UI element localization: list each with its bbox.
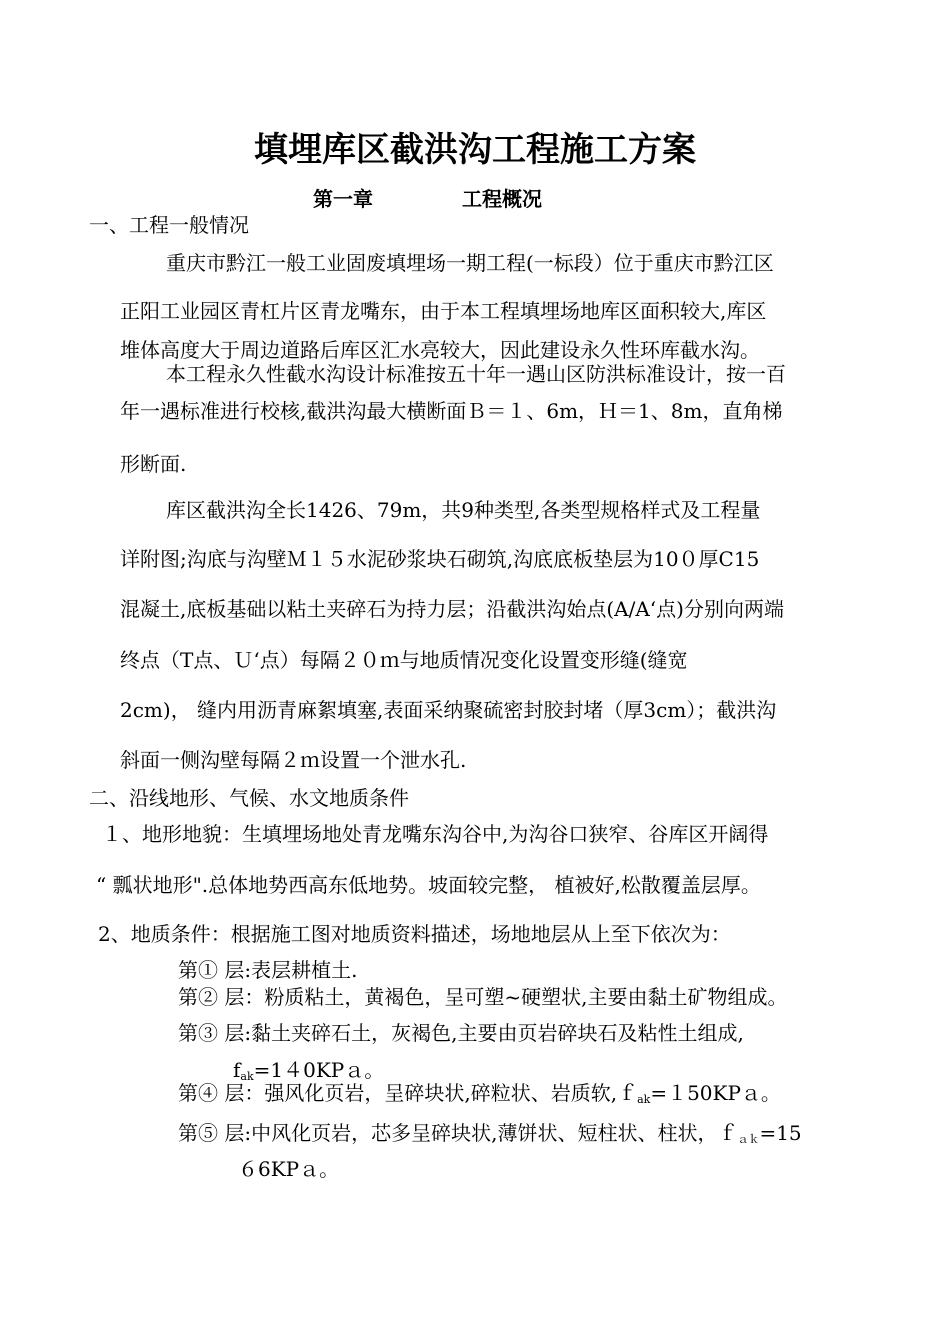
layer-3-sub: ak — [240, 1070, 254, 1083]
layer-5 — [178, 1120, 802, 1153]
chapter-name: 工程概况 — [462, 187, 542, 211]
document-title: 填埋库区截洪沟工程施工方案 — [254, 130, 696, 170]
layer-1: 第① 层:表层耕植土. — [178, 958, 358, 982]
layer-5-text: 第⑤ 层:中风化页岩，芯多呈碎块状,薄饼状、短柱状、柱状，ｆ — [178, 1121, 738, 1145]
layer-5-value: =15 — [759, 1121, 802, 1145]
paragraph-line: 重庆市黔江一般工业固废填埋场一期工程(一标段）位于重庆市黔江区 — [166, 251, 774, 275]
paragraph-line: 形断面. — [120, 452, 187, 476]
layer-3-value: =1４0KPａ。 — [253, 1058, 385, 1082]
layer-5-value-cont: ６6KPａ。 — [238, 1157, 340, 1181]
paragraph-line: 库区截洪沟全长1426、79m，共9种类型,各类型规格样式及工程量 — [166, 498, 761, 522]
paragraph-line: 混凝土,底板基础以粘土夹碎石为持力层；沿截洪沟始点(A/A‘点)分别向两端 — [120, 597, 784, 621]
paragraph-line: 2cm)， 缝内用沥青麻絮填塞,表面采纳聚硫密封胶封堵（厚3cm）；截洪沟 — [120, 698, 777, 722]
layer-5-sub: ａｋ — [737, 1133, 760, 1146]
paragraph-line: 斜面一侧沟壁每隔２ｍ设置一个泄水孔. — [120, 748, 467, 772]
paragraph-line: 终点（T点、Ｕ‘点）每隔２０ｍ与地质情况变化设置变形缝(缝宽 — [120, 648, 688, 672]
paragraph-line: 年一遇标准进行校核,截洪沟最大横断面Ｂ＝１、6m，Ｈ＝1、8m，直角梯 — [120, 399, 783, 423]
paragraph-line: 正阳工业园区青杠片区青龙嘴东，由于本工程填埋场地库区面积较大,库区 — [120, 299, 767, 323]
layer-4-sub: ak — [637, 1093, 651, 1106]
paragraph-line: 堆体高度大于周边道路后库区汇水亮较大，因此建设永久性环库截水沟。 — [120, 338, 760, 362]
section-heading-conditions: 二、沿线地形、气候、水文地质条件 — [89, 786, 409, 810]
layer-3-f: f — [233, 1058, 241, 1082]
layer-4-text: 第④ 层：强风化页岩，呈碎块状,碎粒状、岩质软,ｆ — [178, 1081, 638, 1105]
terrain-line: １、地形地貌：生填埋场地处青龙嘴东沟谷中,为沟谷口狭窄、谷库区开阔得 — [102, 822, 769, 846]
terrain-line: “ 瓢状地形".总体地势西高东低地势。坡面较完整， 植被好,松散覆盖层厚。 — [96, 873, 761, 897]
layer-3: 第③ 层:黏土夹碎石土，灰褐色,主要由页岩碎块石及粘性土组成, — [178, 1021, 744, 1045]
chapter-number: 第一章 — [313, 187, 373, 211]
paragraph-line: 详附图;沟底与沟壁Ｍ１５水泥砂浆块石砌筑,沟底底板垫层为10０厚C15 — [120, 547, 760, 571]
layer-2: 第② 层：粉质粘土，黄褐色，呈可塑~硬塑状,主要由黏土矿物组成。 — [178, 985, 788, 1009]
layer-4 — [178, 1080, 781, 1113]
paragraph-line: 本工程永久性截水沟设计标准按五十年一遇山区防洪标准设计，按一百 — [166, 362, 786, 386]
geology-heading: 2、地质条件：根据施工图对地质资料描述，场地地层从上至下依次为： — [98, 922, 731, 946]
section-heading-general: 一、工程一般情况 — [89, 213, 249, 237]
layer-4-value: =１50KPａ。 — [650, 1081, 781, 1105]
